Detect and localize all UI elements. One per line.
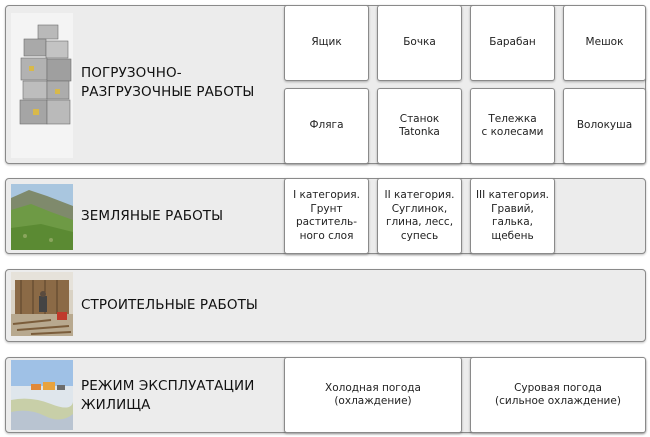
cell-drum[interactable]: Барабан [470,5,555,81]
construction-image [11,272,73,336]
section-title-dwelling-mode: РЕЖИМ ЭКСПЛУАТАЦИИ ЖИЛИЩА [81,378,255,413]
cell-severe-weather[interactable]: Суровая погода (сильное охлаждение) [470,357,646,433]
cell-sack[interactable]: Мешок [563,5,646,81]
arctic-camp-image [11,360,73,430]
cell-soil-category-2[interactable]: II категория. Суглинок, глина, лесс, супесь [377,178,462,254]
cell-flask[interactable]: Фляга [284,88,369,164]
cell-barrel[interactable]: Бочка [377,5,462,81]
cell-soil-category-3[interactable]: III категория. Гравий, галька, щебень [470,178,555,254]
cell-box[interactable]: Ящик [284,5,369,81]
cell-wheeled-cart[interactable]: Тележка с колесами [470,88,555,164]
cell-drag-sled[interactable]: Волокуша [563,88,646,164]
section-title-construction: СТРОИТЕЛЬНЫЕ РАБОТЫ [81,296,258,313]
cell-tatonka-frame[interactable]: Станок Tatonka [377,88,462,164]
cell-cold-weather[interactable]: Холодная погода (охлаждение) [284,357,462,433]
cell-soil-category-1[interactable]: I категория. Грунт раститель- ного слоя [284,178,369,254]
section-title-earthworks: ЗЕМЛЯНЫЕ РАБОТЫ [81,207,224,224]
section-title-loading: ПОГРУЗОЧНО- РАЗГРУЗОЧНЫЕ РАБОТЫ [81,65,255,100]
hillside-image [11,184,73,250]
crates-image [11,13,73,158]
